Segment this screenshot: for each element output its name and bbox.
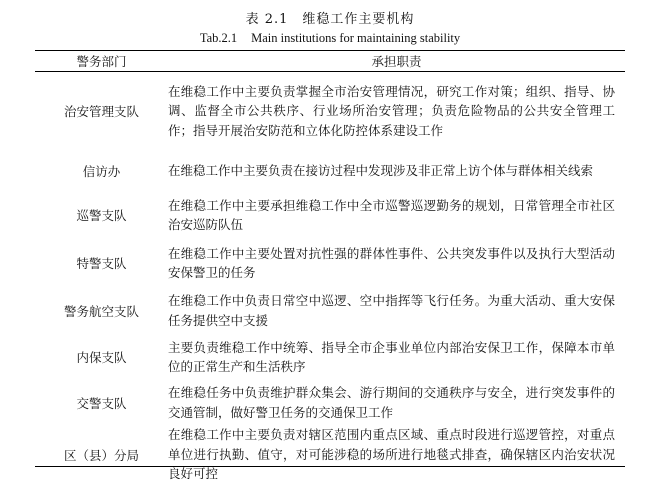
table-caption-en <box>0 31 660 46</box>
department-cell: 警务航空支队 <box>63 303 139 319</box>
duty-cell: 在维稳工作中主要处置对抗性强的群体性事件、公共突发事件以及执行大型活动安保警卫的任务 <box>168 245 615 280</box>
duty-cell: 在维稳工作中主要承担维稳工作中全市巡警巡逻勤务的规划，日常管理全市社区治安巡防队伍 <box>168 197 615 232</box>
department-cell: 特警支队 <box>76 256 127 271</box>
department-cell: 信访办 <box>82 163 121 179</box>
table-title-en: Main institutions for maintaining stability <box>251 31 461 45</box>
table-row <box>35 150 625 191</box>
table-row <box>35 287 625 334</box>
department-cell: 区（县）分局 <box>63 447 139 463</box>
department-cell: 内保支队 <box>76 350 127 365</box>
table-row <box>35 334 625 380</box>
table-row <box>35 425 625 484</box>
table-title-cn: 维稳工作主要机构 <box>302 12 415 27</box>
department-cell: 交警支队 <box>76 395 127 411</box>
table-row <box>35 72 625 150</box>
duty-cell: 在维稳任务中负责维护群众集会、游行期间的交通秩序与安全，进行突发事件的交通管制，做好警卫任务的交通保卫工作 <box>168 385 615 420</box>
table-caption-cn <box>0 8 660 27</box>
duty-cell: 在维稳工作中主要负责对辖区范围内重点区域、重点时段进行巡逻管控，对重点单位进行执勤、值守，对可能涉稳的场所进行地毯式排查，确保辖区内治安状况良好可控 <box>168 427 615 482</box>
table-number-en: Tab.2.1 <box>199 31 238 45</box>
duty-cell: 在维稳工作中负责日常空中巡逻、空中指挥等飞行任务。为重大活动、重大安保任务提供空中支援 <box>168 293 615 328</box>
table-number-cn: 表 2.1 <box>245 12 289 27</box>
department-cell: 治安管理支队 <box>63 104 139 119</box>
department-cell: 巡警支队 <box>76 208 127 223</box>
column-header-duties: 承担职责 <box>371 54 422 69</box>
duty-cell: 在维稳工作中主要负责掌握全市治安管理情况，研究工作对策；组织、指导、协调、监督全市公共秩序、行业场所治安管理；负责危险物品的公共安全管理工作；指导开展治安防范和立体化防控体系建设工作 <box>168 83 615 138</box>
table-header-row <box>35 51 625 72</box>
table-row <box>35 380 625 425</box>
duty-cell: 在维稳工作中主要负责在接访过程中发现涉及非正常上访个体与群体相关线索 <box>168 162 594 178</box>
table-row <box>35 239 625 287</box>
table-row <box>35 191 625 239</box>
duty-cell: 主要负责维稳工作中统筹、指导全市企事业单位内部治安保卫工作，保障本市单位的正常生产和生活秩序 <box>168 339 615 374</box>
column-header-department: 警务部门 <box>76 54 127 69</box>
institutions-table <box>35 50 625 482</box>
